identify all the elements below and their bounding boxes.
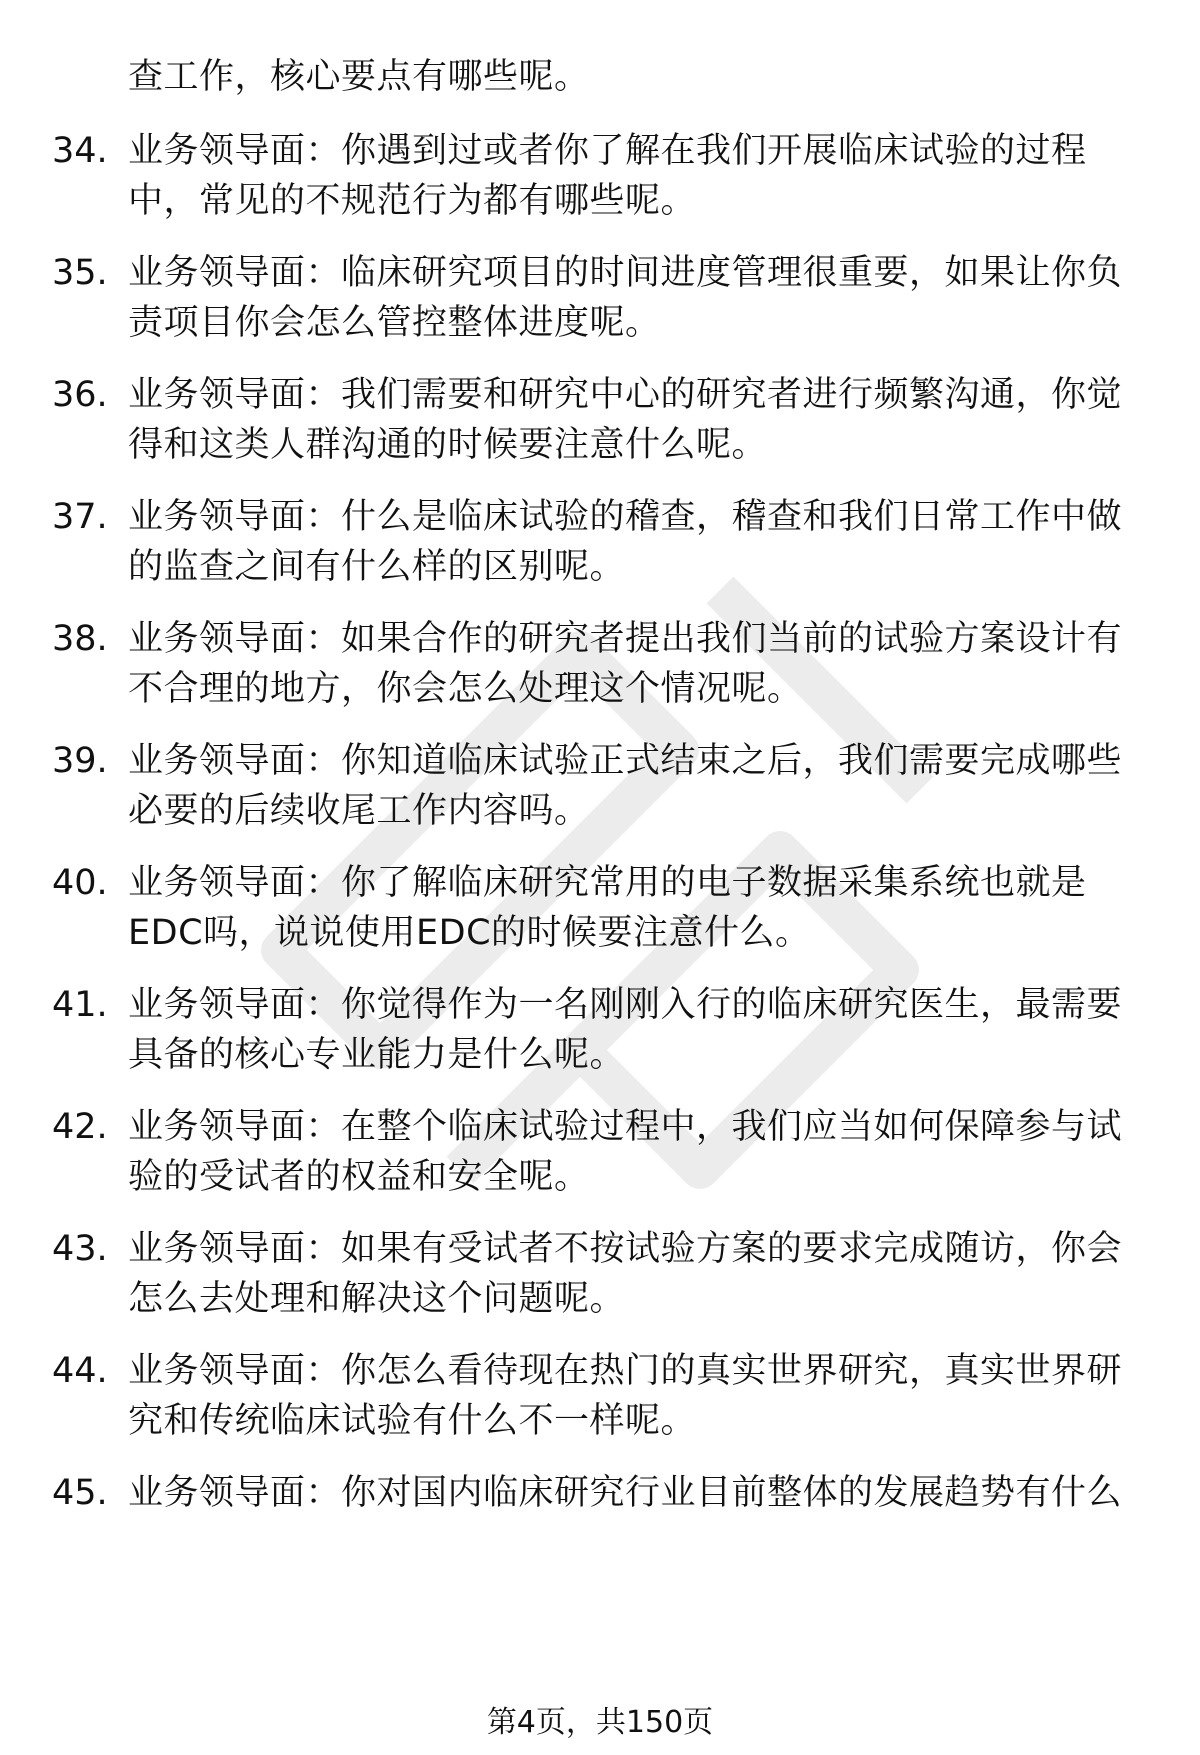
item-text-line1: 业务领导面：你遇到过或者你了解在我们开展临床试验的过程 — [128, 131, 1087, 171]
item-text-line1: 业务领导面：在整个临床试验过程中，我们应当如何保障参与试 — [128, 1107, 1123, 1147]
item-text-line2: 怎么去处理和解决这个问题呢。 — [128, 1279, 626, 1319]
item-number: 40. — [52, 863, 108, 903]
item-number: 34. — [52, 131, 108, 171]
continuation-line: 查工作，核心要点有哪些呢。 — [128, 57, 590, 97]
item-text-line2: 责项目你会怎么管控整体进度呢。 — [128, 303, 661, 343]
page-footer: 第4页，共150页 — [486, 1705, 714, 1740]
item-text-line1: 业务领导面：你了解临床研究常用的电子数据采集系统也就是 — [128, 863, 1087, 903]
item-number: 42. — [52, 1107, 108, 1147]
item-number: 36. — [52, 375, 108, 415]
item-text-line1: 业务领导面：我们需要和研究中心的研究者进行频繁沟通，你觉 — [128, 375, 1123, 415]
item-text-line2: 究和传统临床试验有什么不一样呢。 — [128, 1401, 697, 1441]
item-number: 41. — [52, 985, 108, 1025]
item-text-line2: 得和这类人群沟通的时候要注意什么呢。 — [128, 425, 768, 465]
item-text-line1: 业务领导面：你对国内临床研究行业目前整体的发展趋势有什么 — [128, 1473, 1123, 1513]
item-text-line1: 业务领导面：如果合作的研究者提出我们当前的试验方案设计有 — [128, 619, 1123, 659]
item-text-line1: 业务领导面：临床研究项目的时间进度管理很重要，如果让你负 — [128, 253, 1123, 293]
item-text-line2: EDC吗，说说使用EDC的时候要注意什么。 — [128, 913, 811, 953]
item-number: 35. — [52, 253, 108, 293]
item-number: 37. — [52, 497, 108, 537]
item-text-line2: 中，常见的不规范行为都有哪些呢。 — [128, 181, 697, 221]
item-text-line1: 业务领导面：你怎么看待现在热门的真实世界研究，真实世界研 — [128, 1351, 1123, 1391]
item-text-line1: 业务领导面：如果有受试者不按试验方案的要求完成随访，你会 — [128, 1229, 1123, 1269]
item-number: 44. — [52, 1351, 108, 1391]
item-number: 39. — [52, 741, 108, 781]
item-number: 43. — [52, 1229, 108, 1269]
item-text-line1: 业务领导面：什么是临床试验的稽查，稽查和我们日常工作中做 — [128, 497, 1123, 537]
item-number: 38. — [52, 619, 108, 659]
item-text-line1: 业务领导面：你知道临床试验正式结束之后，我们需要完成哪些 — [128, 741, 1123, 781]
item-text-line2: 必要的后续收尾工作内容吗。 — [128, 791, 590, 831]
item-text-line2: 具备的核心专业能力是什么呢。 — [128, 1035, 626, 1075]
item-text-line2: 不合理的地方，你会怎么处理这个情况呢。 — [128, 669, 803, 709]
item-text-line1: 业务领导面：你觉得作为一名刚刚入行的临床研究医生，最需要 — [128, 985, 1123, 1025]
item-text-line2: 的监查之间有什么样的区别呢。 — [128, 547, 626, 587]
item-text-line2: 验的受试者的权益和安全呢。 — [128, 1157, 590, 1197]
item-number: 45. — [52, 1473, 108, 1513]
